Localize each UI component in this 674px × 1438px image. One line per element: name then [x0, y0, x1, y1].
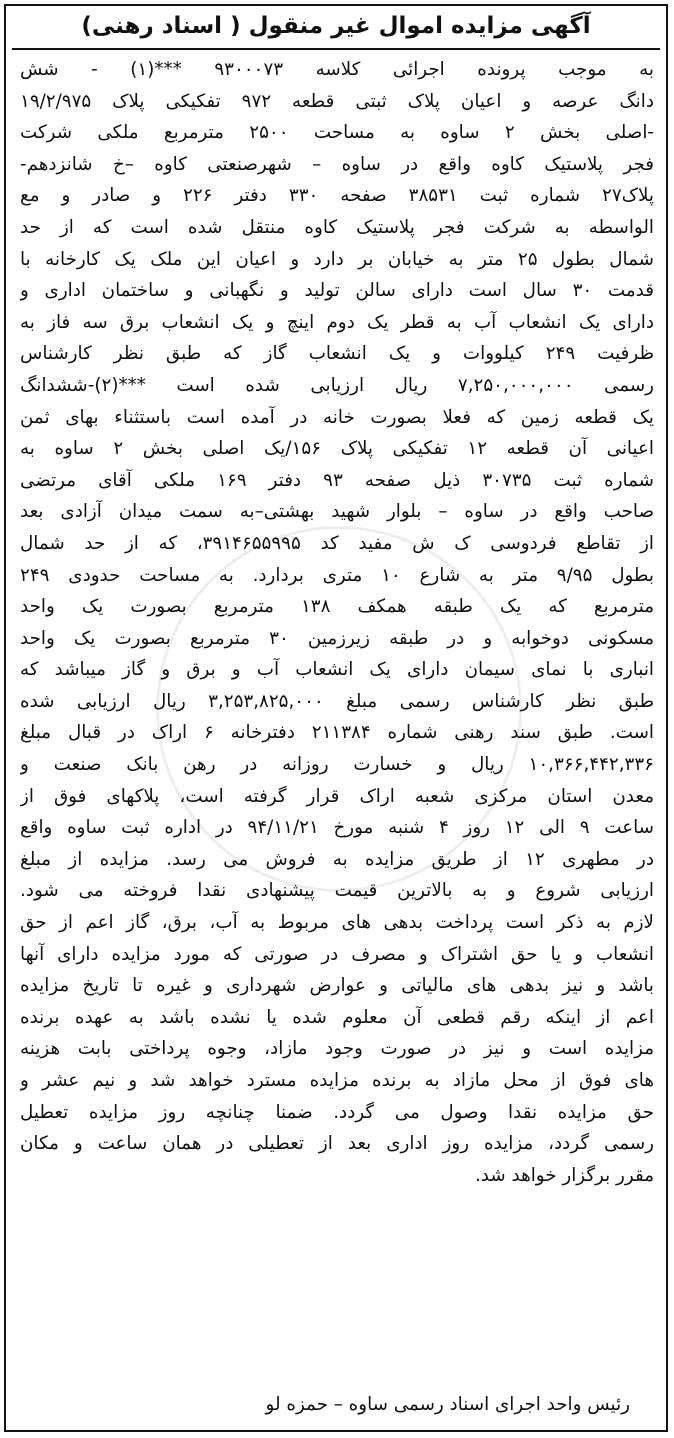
- notice-line: مترمربع که یک طبقه همکف ۱۳۸ مترمربع بصورت یک واحد: [20, 596, 654, 618]
- notice-line: مزایده است و نیز در صورت وجود مازاد، وجوه پرداختی بابت هزینه: [20, 1038, 654, 1060]
- notice-line: ارزیابی شروع و به بالاترین قیمت پیشنهادی نقدا فروخته می شود.: [20, 880, 654, 902]
- notice-line: اعیانی آن قطعه ۱۲ تفکیکی پلاک ۱۵۶/یک اصلی بخش ۲ ساوه به: [20, 438, 654, 460]
- notice-line: قدمت ۳۰ سال است دارای سالن تولید و نگهبانی و ساختمان اداری و: [20, 280, 654, 302]
- notice-line: ظرفیت ۲۴۹ کیلووات و یک انشعاب گاز که طبق نظر کارشناس: [20, 343, 654, 365]
- notice-line: حق مزایده نقدا وصول می گردد. ضمنا چنانچه روز مزایده تعطیل: [20, 1101, 654, 1123]
- notice-line: لازم به ذکر است پرداخت بدهی های مربوط به آب، برق، گاز اعم از حق: [20, 912, 654, 934]
- notice-line: پلاک۲۷ شماره ثبت ۳۸۵۳۱ صفحه ۳۳۰ دفتر ۲۲۶ و صادر و مع: [20, 185, 654, 207]
- notice-line: از تقاطع فردوسی ک ش مفید کد ۳۹۱۴۶۵۵۹۹۵، که از حد شمال: [20, 532, 654, 554]
- notice-line: است. طبق سند رهنی شماره ۲۱۱۳۸۴ دفترخانه ۶ اراک در قبال مبلغ: [20, 722, 654, 744]
- notice-line: انباری با نمای سیمان دارای یک انشعاب آب و برق و گاز میباشد که: [20, 659, 654, 681]
- notice-line: یک قطعه زمین که فعلا بصورت خانه در آمده است باستثناء بهای ثمن: [20, 406, 654, 428]
- notice-line: رسمی گردد، مزایده روز اداری بعد از تعطیلی در همان ساعت و مکان: [20, 1133, 654, 1155]
- notice-line: باشد و نیز بدهی های مالیاتی و عوارض شهرداری و غیره تا تاریخ مزایده: [20, 975, 654, 997]
- notice-line: انشعاب و یا حق اشتراک و مصرف در صورتی که مورد مزایده دارای آنها: [20, 943, 654, 965]
- notice-body: [20, 54, 654, 1191]
- notice-line: دانگ عرصه و اعیان پلاک ثبتی قطعه ۹۷۲ تفکیکی پلاک ۱۹/۲/۹۷۵: [20, 90, 654, 112]
- notice-line: مسکونی دوخوابه و در طبقه زیرزمین ۳۰ مترمربع بصورت یک واحد: [20, 627, 654, 649]
- notice-line: صاحب واقع در ساوه – بلوار شهید بهشتی–به سمت میدان آزادی بعد: [20, 501, 654, 523]
- notice-line: فجر پلاستیک کاوه واقع در ساوه – شهرصنعتی کاوه –خ شانزدهم-: [20, 153, 654, 175]
- notice-line: در مطهری ۱۲ از طریق مزایده به فروش می رسد. مزایده از مبلغ: [20, 848, 654, 870]
- notice-line: طبق نظر کارشناس رسمی مبلغ ۳,۲۵۳,۸۲۵,۰۰۰ ریال ارزیابی شده: [20, 690, 654, 712]
- notice-line: معدن استان مرکزی شعبه اراک قرار گرفته است، پلاکهای فوق از: [20, 785, 654, 807]
- notice-signature: رئیس واحد اجرای اسناد رسمی ساوه – حمزه لو: [265, 1394, 630, 1415]
- notice-line: بطول ۹/۹۵ متر به شارع ۱۰ متری بردارد. به مساحت حدودی ۲۴۹: [20, 564, 654, 586]
- notice-line: دارای یک انشعاب آب به قطر یک دوم اینچ و یک انشعاب برق سه فاز به: [20, 311, 654, 333]
- notice-line: شمال بطول ۲۵ متر به خیابان بر دارد و اعیان این ملک یک کارخانه با: [20, 248, 654, 270]
- notice-line: -اصلی بخش ۲ ساوه به مساحت ۲۵۰۰ مترمربع ملکی شرکت: [20, 122, 654, 144]
- notice-line: اعم از اینکه رقم قطعی آن معلوم شده یا نشده باشد به عهده برنده: [20, 1006, 654, 1028]
- notice-line: ساعت ۹ الی ۱۲ روز ۴ شنبه مورخ ۹۴/۱۱/۲۱ در اداره ثبت ساوه واقع: [20, 817, 654, 839]
- title-divider: [12, 48, 660, 50]
- notice-line: رسمی ۷,۲۵۰,۰۰۰,۰۰۰ ریال ارزیابی شده است ***(۲)-ششدانگ: [20, 374, 654, 396]
- notice-frame: [4, 4, 668, 1432]
- notice-line: های فوق از محل مازاد به برنده مزایده مسترد خواهد شد و نیم عشر و: [20, 1070, 654, 1091]
- notice-line: الواسطه به شرکت فجر پلاستیک کاوه منتقل شده است که از حد: [20, 216, 654, 238]
- notice-line: مقرر برگزار خواهد شد.: [474, 1164, 654, 1186]
- notice-title: آگهی مزایده اموال غیر منقول ( اسناد رهنی): [81, 13, 591, 39]
- notice-line: به موجب پرونده اجرائی کلاسه ۹۳۰۰۰۷۳ ***(۱) - شش: [20, 59, 654, 80]
- notice-line: شماره ثبت ۳۰۷۳۵ ذیل صفحه ۹۳ دفتر ۱۶۹ ملکی آقای مرتضی: [20, 469, 654, 491]
- notice-line: ۱۰,۳۶۶,۴۴۲,۳۳۶ ریال و خسارت روزانه در رهن بانک صنعت و: [20, 754, 654, 776]
